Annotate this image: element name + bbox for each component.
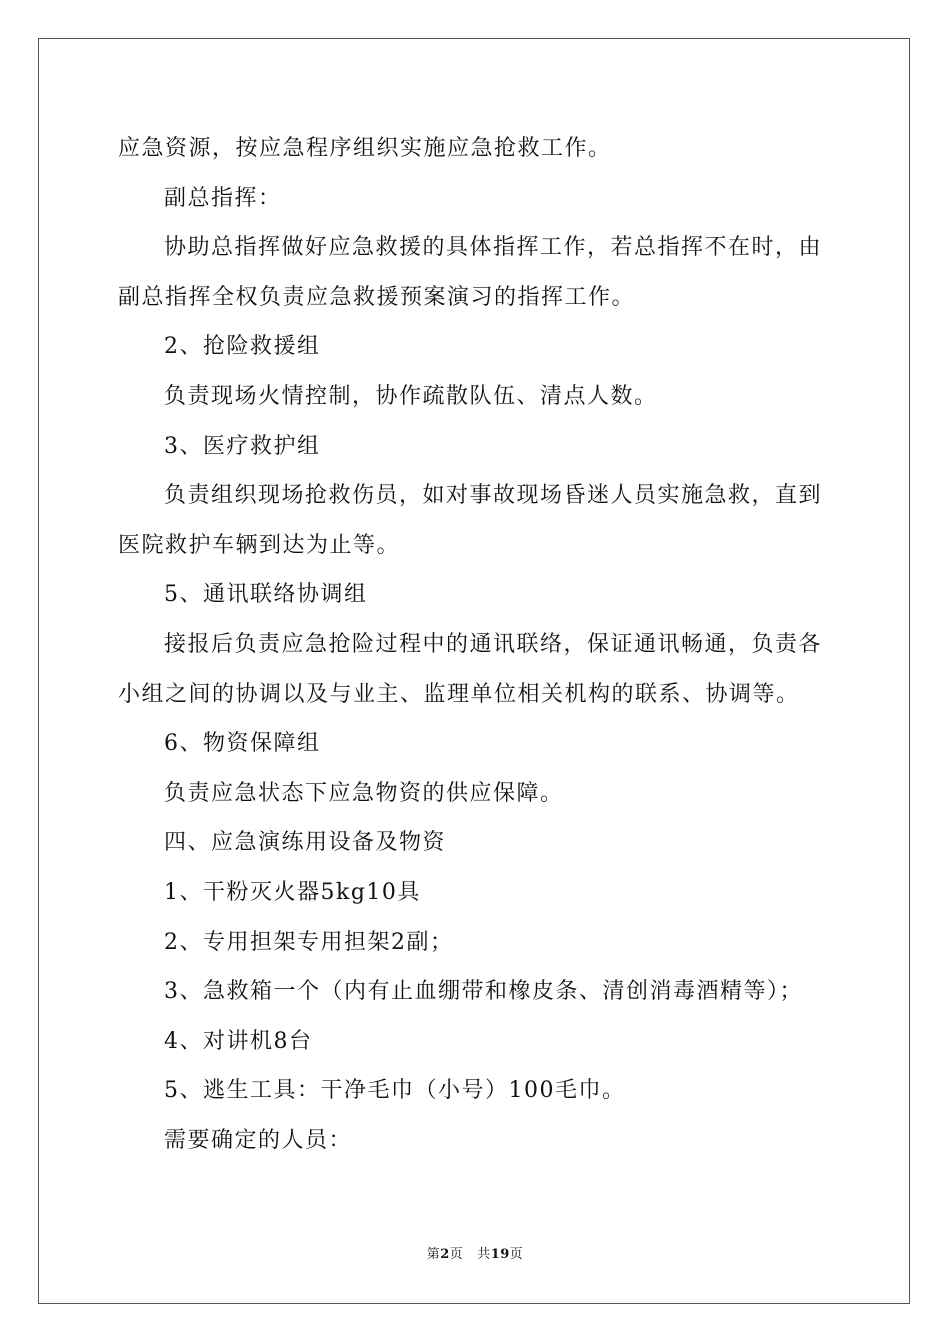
text-line: 应急资源，按应急程序组织实施应急抢救工作。 bbox=[118, 136, 612, 161]
section-heading: 5、通讯联络协调组 bbox=[164, 582, 368, 608]
text-line: 需要确定的人员： bbox=[164, 1127, 353, 1153]
total-prefix: 共 bbox=[477, 1247, 491, 1262]
text-line: 副总指挥： bbox=[164, 185, 282, 211]
text-line: 负责应急状态下应急物资的供应保障。 bbox=[164, 780, 564, 806]
section-heading: 6、物资保障组 bbox=[164, 731, 321, 757]
text-line: 接报后负责应急抢险过程中的通讯联络，保证通讯畅通，负责各 bbox=[164, 631, 823, 657]
section-heading: 四、应急演练用设备及物资 bbox=[164, 830, 447, 856]
section-heading: 3、医疗救护组 bbox=[164, 433, 321, 459]
list-item: 5、逃生工具：干净毛巾（小号）100毛巾。 bbox=[164, 1078, 626, 1104]
total-pages-number: 19 bbox=[490, 1247, 510, 1262]
list-item: 1、干粉灭火器5kg10具 bbox=[164, 879, 421, 905]
list-item: 2、专用担架专用担架2副； bbox=[164, 929, 454, 955]
current-page-number: 2 bbox=[440, 1247, 450, 1262]
text-line: 小组之间的协调以及与业主、监理单位相关机构的联系、协调等。 bbox=[118, 681, 800, 707]
text-line: 负责组织现场抢救伤员，如对事故现场昏迷人员实施急救，直到 bbox=[164, 483, 823, 509]
list-item: 3、急救箱一个（内有止血绷带和橡皮条、清创消毒酒精等）； bbox=[164, 979, 803, 1005]
total-suffix: 页 bbox=[509, 1247, 524, 1262]
list-item: 4、对讲机8台 bbox=[164, 1028, 313, 1054]
document-body bbox=[118, 124, 834, 1165]
text-line: 医院救护车辆到达为止等。 bbox=[118, 532, 401, 558]
text-line: 副总指挥全权负责应急救援预案演习的指挥工作。 bbox=[118, 284, 636, 310]
page-prefix: 第 bbox=[426, 1247, 441, 1262]
text-line: 协助总指挥做好应急救援的具体指挥工作，若总指挥不在时，由 bbox=[164, 235, 823, 261]
page-suffix: 页 bbox=[449, 1247, 464, 1262]
page-footer bbox=[0, 1247, 950, 1263]
text-line: 负责现场火情控制，协作疏散队伍、清点人数。 bbox=[164, 383, 658, 409]
section-heading: 2、抢险救援组 bbox=[164, 334, 321, 360]
